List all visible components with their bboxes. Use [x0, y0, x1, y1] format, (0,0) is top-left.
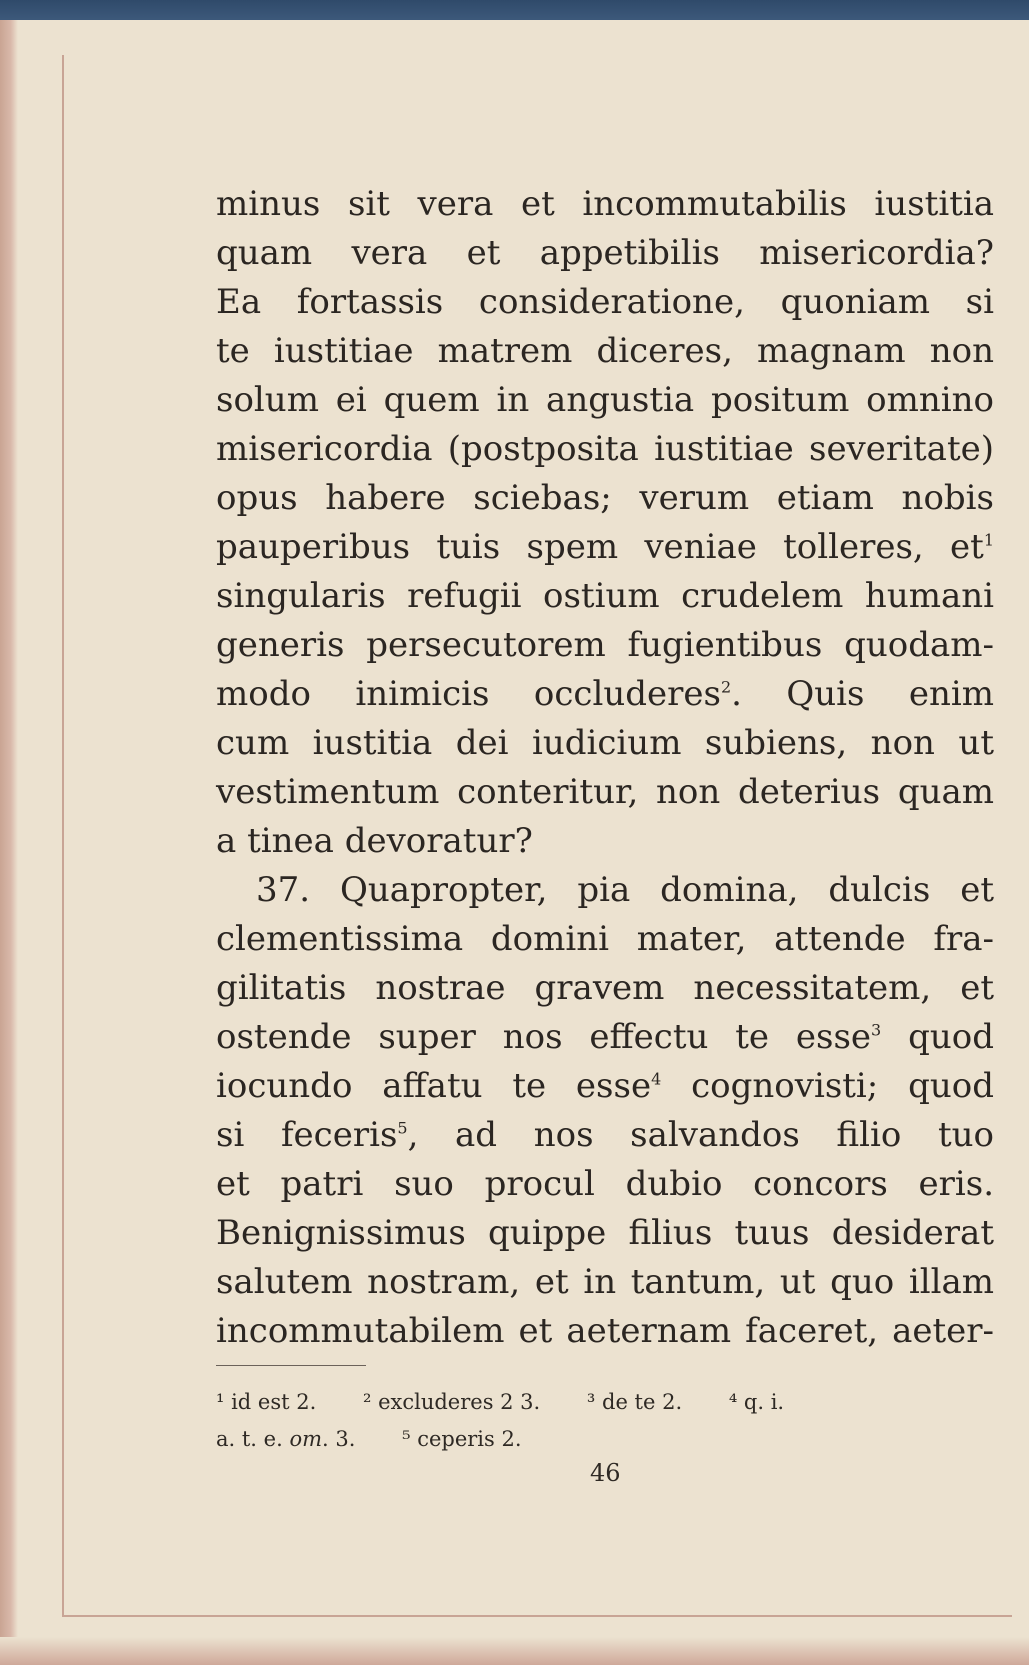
text-run: si feceris: [216, 1115, 398, 1155]
text-run: cognovisti; quod: [661, 1066, 994, 1106]
footnote-5: ⁵ ceperis 2.: [402, 1427, 522, 1451]
text-line: [216, 572, 994, 621]
footnote-ref: 4: [651, 1069, 662, 1089]
text-line: [216, 670, 994, 719]
book-cover-edge: [0, 0, 1029, 22]
text-run: pauperibus tuis spem veniae tolleres, et: [216, 527, 984, 567]
text-run: ostende super nos effectu te esse: [216, 1017, 872, 1057]
text-line: [216, 327, 994, 376]
text-line: [216, 278, 994, 327]
text-line: [216, 719, 994, 768]
text-line: [216, 474, 994, 523]
footnote-rule: [216, 1365, 366, 1366]
text-line: [216, 376, 994, 425]
text-line: [216, 229, 994, 278]
text-run: Benignissimus quippe filius tuus desiderat: [216, 1213, 994, 1253]
text-run: quod: [881, 1017, 994, 1057]
text-line: [216, 768, 994, 817]
footnote-line-2: [216, 1421, 994, 1458]
text-run: , ad nos salvandos filio tuo: [407, 1115, 994, 1155]
footnote-4: ⁴ q. i.: [728, 1390, 785, 1414]
footnote-4-cont: a. t. e.: [216, 1427, 290, 1451]
text-line: [216, 1160, 994, 1209]
text-line: [216, 915, 994, 964]
footnote-ref: 5: [397, 1118, 408, 1138]
footnote-4-end: . 3.: [322, 1427, 356, 1451]
text-run: a tinea devoratur?: [216, 821, 533, 861]
footnote-line-1: [216, 1384, 994, 1421]
footnote-2: ² excluderes 2 3.: [362, 1390, 541, 1414]
footnote-4-om: om: [289, 1427, 323, 1451]
text-run: misericordia (postposita iustitiae severitate): [216, 429, 994, 469]
text-run: incommutabilem et aeternam faceret, aeter-: [216, 1311, 994, 1351]
text-run: cum iustitia dei iudicium subiens, non ut: [216, 723, 994, 763]
text-line: [216, 523, 994, 572]
text-line: [216, 621, 994, 670]
page-edge-bottom: [0, 1637, 1029, 1665]
text-run: gilitatis nostrae gravem necessitatem, et: [216, 968, 994, 1008]
text-line: [216, 1258, 994, 1307]
page-edge-left: [0, 20, 18, 1665]
text-line: [216, 1111, 994, 1160]
text-run: singularis refugii ostium crudelem humani: [216, 576, 994, 616]
text-run: generis persecutorem fugientibus quodam-: [216, 625, 994, 665]
text-line: [216, 1013, 994, 1062]
page-number: 46: [590, 1459, 621, 1487]
footnote-ref: 1: [983, 530, 994, 550]
text-line: [216, 866, 994, 915]
text-run: opus habere sciebas; verum etiam nobis: [216, 478, 994, 518]
text-line: [216, 180, 994, 229]
page-fold-line: [62, 55, 64, 1615]
text-run: te iustitiae matrem diceres, magnam non: [216, 331, 994, 371]
text-run: quam vera et appetibilis misericordia?: [216, 233, 994, 273]
footnote-ref: 3: [871, 1020, 882, 1040]
text-line: [216, 1307, 994, 1356]
text-run: et patri suo procul dubio concors eris.: [216, 1164, 994, 1204]
text-run: minus sit vera et incommutabilis iustitia: [216, 184, 994, 224]
text-line: [216, 964, 994, 1013]
text-line: [216, 1209, 994, 1258]
text-run: vestimentum conteritur, non deterius quam: [216, 772, 994, 812]
text-run: modo inimicis occluderes: [216, 674, 721, 714]
text-line: [216, 817, 994, 866]
footnotes: [216, 1384, 994, 1458]
text-run: . Quis enim: [731, 674, 994, 714]
text-line: [216, 425, 994, 474]
footnote-1: ¹ id est 2.: [216, 1390, 317, 1414]
body-text: [216, 180, 994, 1356]
footnote-3: ³ de te 2.: [586, 1390, 683, 1414]
text-run: salutem nostram, et in tantum, ut quo illam: [216, 1262, 994, 1302]
text-run: 37. Quapropter, pia domina, dulcis et: [256, 870, 994, 910]
page-fold-line-bottom: [62, 1615, 1012, 1617]
text-line: [216, 1062, 994, 1111]
text-run: solum ei quem in angustia positum omnino: [216, 380, 994, 420]
footnote-ref: 2: [720, 677, 732, 697]
text-run: clementissima domini mater, attende fra-: [216, 919, 994, 959]
text-run: iocundo affatu te esse: [216, 1066, 652, 1106]
text-run: Ea fortassis consideratione, quoniam si: [216, 282, 994, 322]
